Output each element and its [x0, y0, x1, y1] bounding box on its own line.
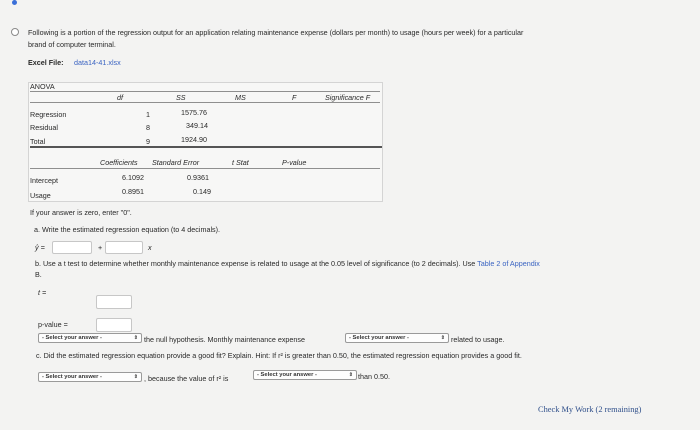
relation-select[interactable]: - Select your answer - ⇕	[345, 333, 449, 343]
part-b-prompt-line1: b. Use a t test to determine whether monthly maintenance expense is related to usage at the 0.05 level of significance (to 2 decimals). Use Table 2 of Appendix	[35, 259, 540, 268]
select-arrow-icon: ⇕	[348, 372, 353, 378]
plus-sign: +	[98, 243, 103, 252]
part-c-prompt: c. Did the estimated regression equation provide a good fit? Explain. Hint: If r² is greater than 0.50, the estimated regression equation provides a good fit.	[36, 351, 522, 360]
status-dot	[12, 0, 17, 5]
x-variable: x	[148, 243, 152, 252]
t-label: t =	[38, 288, 47, 297]
because-text: , because the value of r² is	[144, 374, 229, 383]
anova-header-f: F	[292, 93, 297, 102]
pvalue-input[interactable]	[96, 318, 132, 332]
select-arrow-icon: ⇕	[440, 335, 445, 341]
coef-header-pvalue: P-value	[282, 158, 307, 167]
than-text: than 0.50.	[358, 372, 390, 381]
select-arrow-icon: ⇕	[133, 335, 138, 341]
anova-header-ss: SS	[176, 93, 186, 102]
pvalue-label: p-value =	[38, 320, 68, 329]
zero-answer-note: If your answer is zero, enter "0".	[30, 208, 132, 217]
anova-bottom-rule	[30, 146, 382, 148]
coef-header-coefficients: Coefficients	[100, 158, 138, 167]
part-b-prompt-line2: B.	[35, 270, 42, 279]
coef-row-std-error: 0.149	[193, 187, 211, 196]
intercept-input[interactable]	[52, 241, 92, 254]
coef-header-std-error: Standard Error	[152, 158, 200, 167]
table2-appendix-link[interactable]: Table 2 of Appendix	[477, 259, 540, 268]
anova-row-ss: 349.14	[186, 121, 208, 130]
anova-row-df: 1	[146, 110, 150, 119]
anova-top-rule	[30, 91, 380, 92]
anova-row-ss: 1575.76	[181, 108, 207, 117]
coef-row-label: Intercept	[30, 176, 58, 185]
r-squared-compare-select[interactable]: - Select your answer - ⇕	[253, 370, 357, 380]
anova-header-sigf: Significance F	[325, 93, 371, 102]
coef-header-tstat: t Stat	[232, 158, 249, 167]
anova-row-label: Residual	[30, 123, 58, 132]
yhat-label: ŷ =	[35, 243, 45, 252]
good-fit-select[interactable]: - Select your answer - ⇕	[38, 372, 142, 382]
anova-row-df: 8	[146, 123, 150, 132]
coef-row-label: Usage	[30, 191, 51, 200]
relation-text: related to usage.	[451, 335, 505, 344]
anova-header-ms: MS	[235, 93, 246, 102]
check-my-work-button[interactable]: Check My Work (2 remaining)	[538, 405, 642, 414]
question-radio-icon[interactable]	[11, 28, 19, 36]
excel-file-link[interactable]: data14-41.xlsx	[74, 58, 121, 67]
coef-row-std-error: 0.9361	[187, 173, 209, 182]
coef-header-rule	[30, 168, 380, 169]
t-statistic-input[interactable]	[96, 295, 132, 309]
hypothesis-decision-select[interactable]: - Select your answer - ⇕	[38, 333, 142, 343]
excel-file-label: Excel File:	[28, 58, 64, 67]
anova-row-df: 9	[146, 137, 150, 146]
coef-row-coefficient: 0.8951	[122, 187, 144, 196]
part-a-prompt: a. Write the estimated regression equation (to 4 decimals).	[34, 225, 221, 234]
anova-header-rule	[30, 102, 380, 103]
question-intro-line2: brand of computer terminal.	[28, 40, 116, 49]
slope-input[interactable]	[105, 241, 143, 254]
anova-title: ANOVA	[30, 82, 55, 91]
coef-row-coefficient: 6.1092	[122, 173, 144, 182]
anova-header-df: df	[117, 93, 123, 102]
question-intro-line1: Following is a portion of the regression output for an application relating maintenance expense (dollars per month) to usage (hours per week) for a particular	[28, 28, 524, 37]
hypothesis-text: the null hypothesis. Monthly maintenance expense	[144, 335, 306, 344]
select-arrow-icon: ⇕	[133, 374, 138, 380]
anova-row-label: Total	[30, 137, 46, 146]
anova-row-label: Regression	[30, 110, 67, 119]
anova-row-ss: 1924.90	[181, 135, 207, 144]
